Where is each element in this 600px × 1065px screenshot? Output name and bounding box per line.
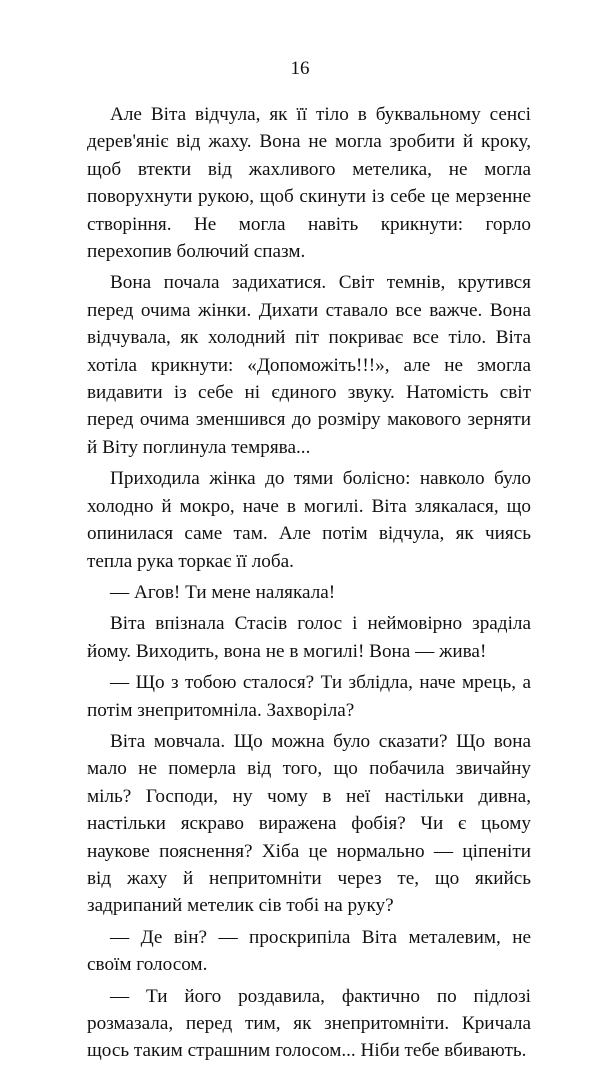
paragraph: Приходила жінка до тями болісно: навколо було холодно й мокро, наче в могилі. Віта злякалася, що опинилася саме там. Але потім відчула, як чиясь тепла рука торкає її лоба. (87, 468, 531, 572)
paragraph: Віта мовчала. Що можна було сказати? Що вона мало не померла від того, що побачила звичайну міль? Господи, ну чому в неї настільки дивна, настільки яскраво виражена фобія? Чи є цьому наукове пояснення? Хіба це нормально — ціпеніти від жаху й непритомніти через те, що якийсь задрипаний метелик сів тобі на руку? (87, 730, 531, 917)
dialog-line: — Ти його роздавила, фактично по підлозі розмазала, перед тим, як знепритомніти. Кричала щось таким страшним голосом... Ніби тебе вбивають. (87, 985, 531, 1062)
paragraph: Віта впізнала Стасів голос і неймовірно зраділа йому. Виходить, вона не в могилі! Вона — жива! (87, 613, 531, 662)
dialog-line: — Де він? — проскрипіла Віта металевим, не своїм голосом. (87, 926, 531, 976)
page-number: 16 (290, 58, 310, 79)
body-text (87, 101, 531, 1065)
paragraph: Але Віта відчула, як її тіло в буквальному сенсі дерев'яніє від жаху. Вона не могла зробити й кроку, щоб втекти від жахливого метелика, не могла поворухнути рукою, щоб скинути із себе це мерзенне створіння. Не могла навіть крикнути: горло перехопив болючий спазм. (87, 104, 531, 263)
dialog-line: — Що з тобою сталося? Ти зблідла, наче мрець, а потім знепритомніла. Захворіла? (87, 672, 531, 721)
paragraph: Вона почала задихатися. Світ темнів, крутився перед очима жінки. Дихати ставало все важче. Вона відчувала, як холодний піт покриває все тіло. Віта хотіла крикнути: «Допоможіть!!!», але не змогла видавити із себе ні єдиного звуку. Натомість світ перед очима зменшився до розміру макового зерняти й Віту поглинула темрява... (87, 272, 531, 458)
dialog-line: — Агов! Ти мене налякала! (110, 581, 336, 603)
